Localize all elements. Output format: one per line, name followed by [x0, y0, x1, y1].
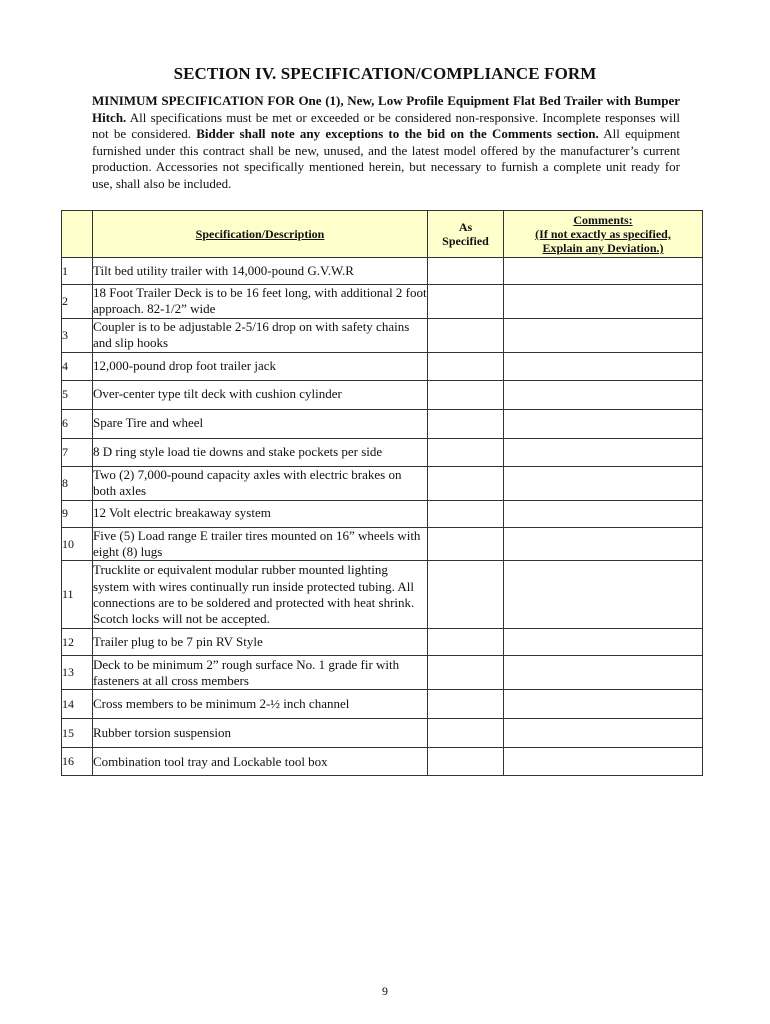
as-specified-cell[interactable]: [428, 500, 504, 527]
header-as-specified: As Specified: [428, 211, 504, 258]
table-row: [62, 748, 703, 776]
row-description: Coupler is to be adjustable 2-5/16 drop on with safety chains and slip hooks: [93, 318, 428, 352]
comments-title: Comments:: [573, 213, 633, 227]
comments-cell[interactable]: [504, 561, 703, 629]
row-description: Five (5) Load range E trailer tires mounted on 16” wheels with eight (8) lugs: [93, 527, 428, 561]
table-row: [62, 719, 703, 748]
row-number: 3: [62, 318, 93, 352]
row-description: Trailer plug to be 7 pin RV Style: [93, 629, 428, 656]
row-number: 4: [62, 352, 93, 380]
comments-cell[interactable]: [504, 352, 703, 380]
comments-cell[interactable]: [504, 527, 703, 561]
row-number: 2: [62, 285, 93, 319]
row-description: Trucklite or equivalent modular rubber mounted lighting system with wires continually run inside protected tubing. All connections are to be soldered and protected with heat shrink. Scotch locks will not be accepted.: [93, 561, 428, 629]
intro-lead: MINIMUM SPECIFICATION FOR One (1), New, Low Profile Equipment Flat Bed Trailer with Bumper Hitch.: [92, 93, 680, 125]
as-specified-cell[interactable]: [428, 690, 504, 719]
page-number: 9: [382, 984, 388, 998]
row-number: 12: [62, 629, 93, 656]
table-row: [62, 466, 703, 500]
as-specified-cell[interactable]: [428, 438, 504, 466]
as-specified-cell[interactable]: [428, 719, 504, 748]
row-number: 11: [62, 561, 93, 629]
row-description: Tilt bed utility trailer with 14,000-pound G.V.W.R: [93, 258, 428, 285]
row-number: 6: [62, 409, 93, 438]
table-row: [62, 258, 703, 285]
intro-note: Bidder shall note any exceptions to the bid on the Comments section.: [196, 126, 599, 142]
table-row: [62, 500, 703, 527]
as-specified-cell[interactable]: [428, 258, 504, 285]
row-number: 9: [62, 500, 93, 527]
header-number: [62, 211, 93, 258]
comments-cell[interactable]: [504, 748, 703, 776]
section-title: SECTION IV. SPECIFICATION/COMPLIANCE FORM: [173, 64, 597, 83]
table-row: [62, 438, 703, 466]
intro-text-2: All equipment furnished under this contract shall be new, unused, and the latest model offered by the manufacturer’s current production. Accessories not specifically mentioned herein, but necessary to furnish a complete unit ready for use, shall also be included.: [92, 126, 680, 191]
as-specified-cell[interactable]: [428, 656, 504, 690]
header-comments: [504, 211, 703, 258]
as-specified-cell[interactable]: [428, 527, 504, 561]
comments-cell[interactable]: [504, 258, 703, 285]
row-number: 14: [62, 690, 93, 719]
row-description: Spare Tire and wheel: [93, 409, 428, 438]
comments-instruction-1: (If not exactly as specified,: [535, 227, 671, 241]
row-number: 7: [62, 438, 93, 466]
comments-cell[interactable]: [504, 719, 703, 748]
as-specified-cell[interactable]: [428, 318, 504, 352]
row-number: 13: [62, 656, 93, 690]
comments-cell[interactable]: [504, 690, 703, 719]
row-number: 5: [62, 380, 93, 409]
row-number: 10: [62, 527, 93, 561]
comments-cell[interactable]: [504, 466, 703, 500]
row-description: 18 Foot Trailer Deck is to be 16 feet long, with additional 2 foot approach. 82-1/2” wide: [93, 285, 427, 317]
row-number: 8: [62, 466, 93, 500]
as-specified-cell[interactable]: [428, 285, 504, 319]
as-specified-cell[interactable]: [428, 561, 504, 629]
as-specified-cell[interactable]: [428, 409, 504, 438]
row-description: Deck to be minimum 2” rough surface No. 1 grade fir with fasteners at all cross members: [93, 656, 428, 690]
comments-cell[interactable]: [504, 318, 703, 352]
comments-cell[interactable]: [504, 500, 703, 527]
row-description: 12 Volt electric breakaway system: [93, 500, 428, 527]
row-description: Combination tool tray and Lockable tool box: [93, 748, 428, 776]
as-specified-cell[interactable]: [428, 748, 504, 776]
as-specified-cell[interactable]: [428, 380, 504, 409]
table-row: [62, 409, 703, 438]
as-specified-cell[interactable]: [428, 629, 504, 656]
row-description: Cross members to be minimum 2-½ inch channel: [93, 690, 428, 719]
as-specified-cell[interactable]: [428, 352, 504, 380]
table-row: [62, 285, 703, 319]
table-row: [62, 656, 703, 690]
intro-paragraph: [92, 93, 680, 193]
comments-instruction-2: Explain any Deviation.): [542, 241, 664, 255]
intro-text-1: All specifications must be met or exceeded or be considered non-responsive. Incomplete responses will not be considered.: [92, 109, 680, 142]
table-row: [62, 380, 703, 409]
table-row: [62, 561, 703, 629]
row-description: Rubber torsion suspension: [93, 719, 428, 748]
row-description: Two (2) 7,000-pound capacity axles with electric brakes on both axles: [93, 466, 428, 500]
table-header-row: [62, 211, 703, 258]
table-row: [62, 629, 703, 656]
row-description: 12,000-pound drop foot trailer jack: [93, 352, 428, 380]
table-row: [62, 690, 703, 719]
comments-cell[interactable]: [504, 438, 703, 466]
header-description: Specification/Description: [93, 211, 428, 258]
comments-cell[interactable]: [504, 285, 703, 319]
comments-cell[interactable]: [504, 656, 703, 690]
specification-table: [61, 210, 703, 776]
comments-cell[interactable]: [504, 629, 703, 656]
row-description: 8 D ring style load tie downs and stake pockets per side: [93, 438, 428, 466]
row-number: 16: [62, 748, 93, 776]
as-specified-cell[interactable]: [428, 466, 504, 500]
table-row: [62, 527, 703, 561]
row-description: Over-center type tilt deck with cushion cylinder: [93, 380, 428, 409]
row-number: 1: [62, 258, 93, 285]
table-row: [62, 318, 703, 352]
comments-cell[interactable]: [504, 409, 703, 438]
comments-cell[interactable]: [504, 380, 703, 409]
table-row: [62, 352, 703, 380]
row-number: 15: [62, 719, 93, 748]
